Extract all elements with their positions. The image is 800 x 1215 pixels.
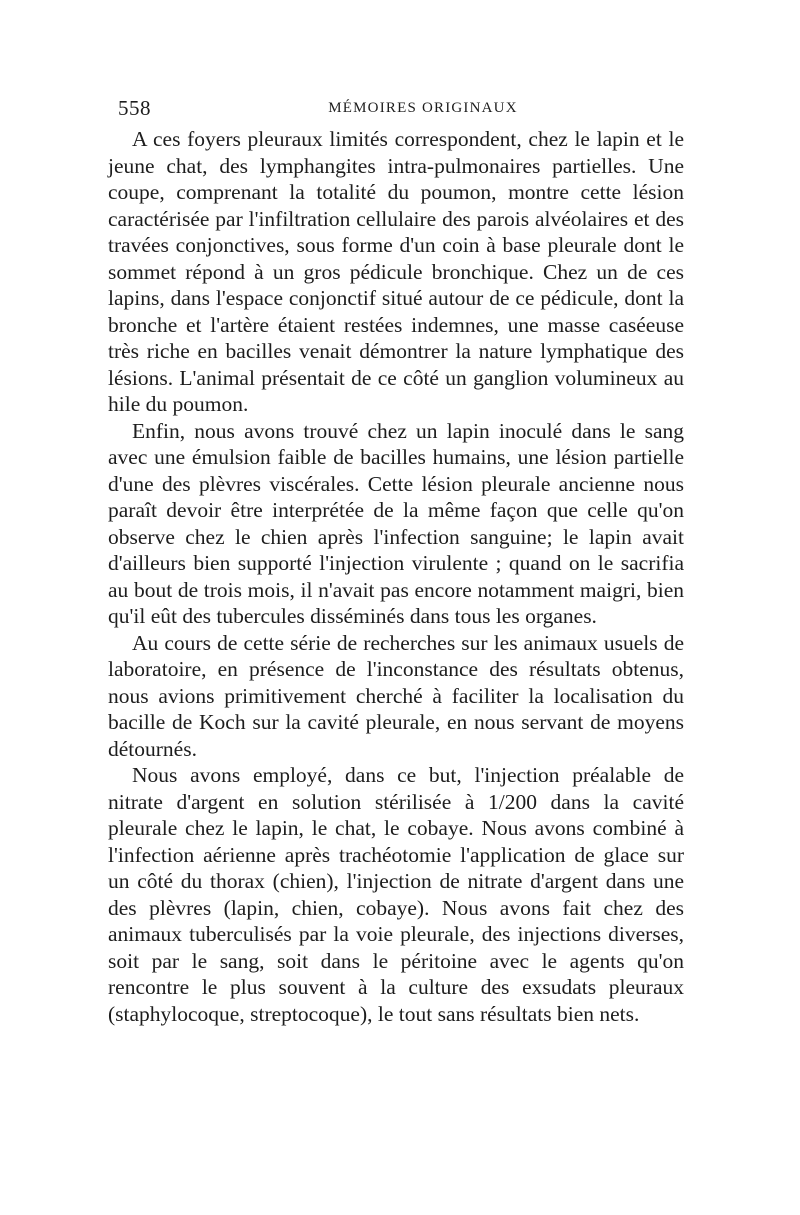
page-header — [118, 96, 690, 124]
body-text — [108, 126, 684, 1027]
page-number: 558 — [118, 96, 151, 120]
paragraph-1: A ces foyers pleuraux limités correspondent, chez le lapin et le jeune chat, des lymphangites intra-pulmonaires partielles. Une coupe, comprenant la totalité du poumon, montre cette lésion caractérisée par l'infiltration cellulaire des parois alvéolaires et des travées conjonctives, sous forme d'un coin à base pleurale dont le sommet répond à un gros pédicule bronchique. Chez un de ces lapins, dans l'espace conjonctif situé autour de ce pédicule, dont la bronche et l'artère étaient restées indemnes, une masse caséeuse très riche en bacilles venait démontrer la nature lymphatique des lésions. L'animal présentait de ce côté un ganglion volumineux au hile du poumon. — [108, 127, 684, 416]
running-head: MÉMOIRES ORIGINAUX — [328, 100, 518, 116]
paragraph-4: Nous avons employé, dans ce but, l'injection préalable de nitrate d'argent en solution stérilisée à 1/200 dans la cavité pleurale chez le lapin, le chat, le cobaye. Nous avons combiné à l'infection aérienne après trachéotomie l'application de glace sur un côté du thorax (chien), l'injection de nitrate d'argent dans une des plèvres (lapin, chien, cobaye). Nous avons fait chez des animaux tuberculisés par la voie pleurale, des injections diverses, soit par le sang, soit dans le péritoine avec le agents qu'on rencontre le plus souvent à la culture des exsudats pleuraux (staphylocoque, streptocoque), le tout sans résultats bien nets. — [108, 763, 684, 1026]
paragraph-2: Enfin, nous avons trouvé chez un lapin inoculé dans le sang avec une émulsion faible de bacilles humains, une lésion partielle d'une des plèvres viscérales. Cette lésion pleurale ancienne nous paraît devoir être interprétée de la même façon que celle qu'on observe chez le chien après l'infection sanguine; le lapin avait d'ailleurs bien supporté l'injection virulente ; quand on le sacrifia au bout de trois mois, il n'avait pas encore notamment maigri, bien qu'il eût des tubercules disséminés dans tous les organes. — [108, 418, 684, 628]
paragraph-3: Au cours de cette série de recherches sur les animaux usuels de laboratoire, en présence de l'inconstance des résultats obtenus, nous avions primitivement cherché à faciliter la localisation du bacille de Koch sur la cavité pleurale, en nous servant de moyens détournés. — [108, 630, 684, 761]
